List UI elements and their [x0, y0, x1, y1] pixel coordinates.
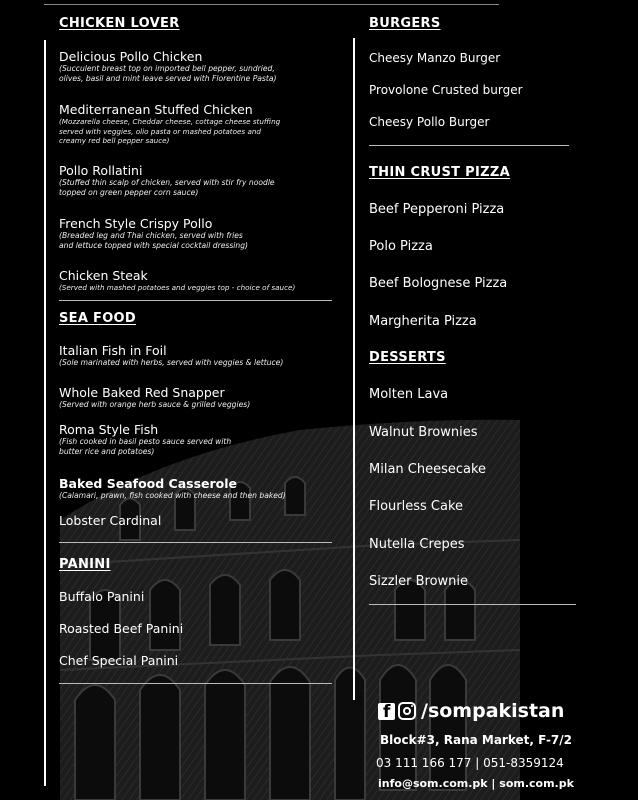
menu-item [59, 513, 161, 528]
menu-item [59, 476, 286, 501]
top-divider [44, 4, 499, 5]
item-name: French Style Crispy Pollo [59, 216, 213, 231]
item-name: Roma Style Fish [59, 422, 159, 437]
menu-item [59, 163, 275, 198]
menu-item [59, 621, 183, 636]
menu-item [59, 343, 283, 368]
section-title-burgers: BURGERS [369, 16, 441, 31]
menu-item: Beef Bolognese Pizza [369, 276, 508, 291]
menu-item [59, 422, 231, 457]
section-divider [369, 145, 569, 146]
item-name: Lobster Cardinal [59, 513, 162, 528]
item-name: Baked Seafood Casserole [59, 476, 238, 491]
menu-item [59, 589, 144, 604]
menu-item: Milan Cheesecake [369, 462, 487, 477]
item-name: Delicious Pollo Chicken [59, 49, 203, 64]
right-column-bar [353, 38, 355, 700]
facebook-icon[interactable]: f [378, 703, 395, 720]
item-name: Roasted Beef Panini [59, 621, 184, 636]
menu-item: Cheesy Pollo Burger [369, 115, 490, 129]
menu-item [59, 268, 295, 293]
social-handle[interactable]: /sompakistan [421, 700, 565, 722]
section-title-panini: PANINI [59, 557, 111, 572]
email-website[interactable]: info@som.com.pk | som.com.pk [378, 777, 574, 790]
item-desc: (Succulent breast top on imported bell pepper, sundried, olives, basil and mint leave served with Florentine Pasta) [59, 64, 277, 83]
item-desc: (Served with orange herb sauce & grilled veggies) [59, 400, 251, 409]
social-handle-row[interactable] [378, 700, 564, 722]
section-divider [369, 604, 576, 605]
menu-item [59, 385, 250, 410]
menu-item: Provolone Crusted burger [369, 83, 523, 97]
section-divider [59, 542, 332, 543]
item-name: Chicken Steak [59, 268, 148, 283]
phone-numbers: 03 111 166 177 | 051-8359124 [376, 756, 564, 770]
menu-item: Sizzler Brownie [369, 574, 469, 589]
menu-item: Flourless Cake [369, 499, 464, 514]
menu-item: Beef Pepperoni Pizza [369, 202, 505, 217]
item-name: Italian Fish in Foil [59, 343, 167, 358]
item-desc: (Fish cooked in basil pesto sauce served with butter rice and potatoes) [59, 437, 232, 456]
menu-item: Polo Pizza [369, 239, 433, 254]
menu-item: Nutella Crepes [369, 537, 465, 552]
menu-item [59, 49, 276, 84]
section-title-sea-food: SEA FOOD [59, 311, 137, 326]
item-desc: (Stuffed thin scalp of chicken, served with stir fry noodle topped on green pepper corn sauce) [59, 178, 275, 197]
section-divider [59, 300, 332, 301]
item-desc: (Sole marinated with herbs, served with veggies & lettuce) [59, 358, 284, 367]
address: Block#3, Rana Market, F-7/2 [380, 733, 573, 747]
item-desc: (Breaded leg and Thai chicken, served with fries and lettuce topped with special cocktail dressing) [59, 231, 249, 250]
section-divider [59, 683, 332, 684]
menu-item: Walnut Brownies [369, 425, 478, 440]
item-desc: (Calamari, prawn, fish cooked with cheese and then baked) [59, 491, 286, 500]
item-name: Whole Baked Red Snapper [59, 385, 225, 400]
section-title-thin-crust-pizza: THIN CRUST PIZZA [369, 165, 510, 180]
section-title-desserts: DESSERTS [369, 350, 446, 365]
item-name: Mediterranean Stuffed Chicken [59, 102, 253, 117]
instagram-icon[interactable] [398, 702, 416, 720]
menu-item: Cheesy Manzo Burger [369, 51, 501, 65]
item-name: Chef Special Panini [59, 653, 179, 668]
item-name: Buffalo Panini [59, 589, 145, 604]
item-desc: (Served with mashed potatoes and veggies top - choice of sauce) [59, 283, 296, 292]
item-name: Pollo Rollatini [59, 163, 143, 178]
item-desc: (Mozzarella cheese, Cheddar cheese, cottage cheese stuffing served with veggies, olio pasta or mashed potatoes and creamy red bell pepper sauce) [59, 117, 281, 145]
menu-item [59, 216, 248, 251]
menu-item [59, 102, 280, 146]
menu-item [59, 653, 178, 668]
menu-item: Molten Lava [369, 387, 449, 402]
left-column-bar [44, 40, 46, 786]
section-title-chicken-lover: CHICKEN LOVER [59, 16, 180, 31]
menu-item: Margherita Pizza [369, 314, 477, 329]
